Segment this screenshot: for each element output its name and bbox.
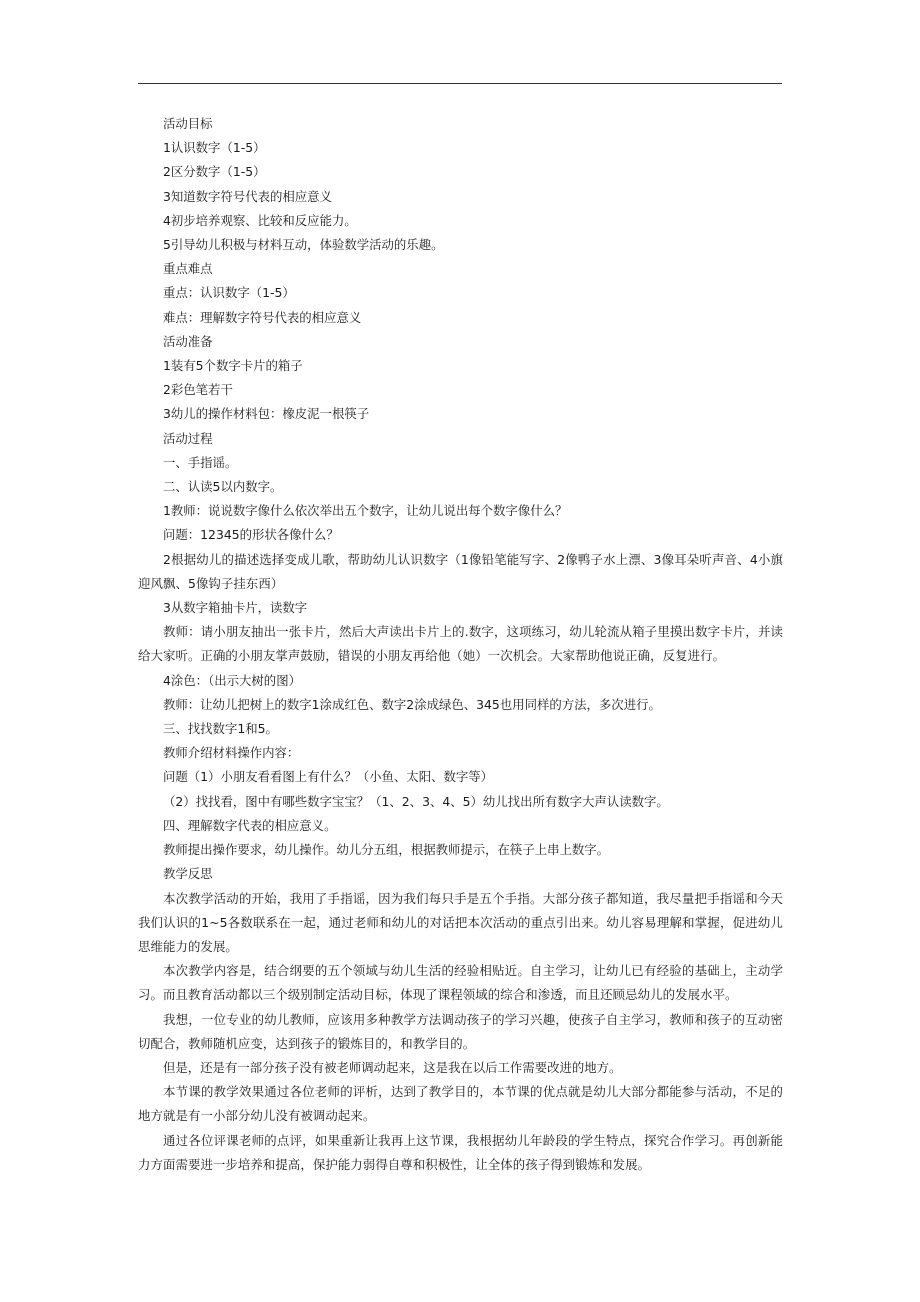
preparation-item: 3幼儿的操作材料包：橡皮泥一根筷子 <box>163 406 370 422</box>
reflection-paragraph: 本次教学活动的开始，我用了手指谣，因为我们每只手是五个手指。大部分孩子都知道，我尽量把手指谣和今天我们认识的1~5各数联系在一起，通过老师和幼儿的对话把本次活动的重点引出来。幼儿容易理解和掌握，促进幼儿思维能力的发展。 <box>138 890 783 954</box>
process-step: 四、理解数字代表的相应意义。 <box>163 817 337 833</box>
process-paragraph: 1教师：说说数字像什么依次举出五个数字，让幼儿说出每个数字像什么？ <box>163 503 568 519</box>
preparation-item: 2彩色笔若干 <box>163 382 233 398</box>
process-paragraph: 3从数字箱抽卡片，读数字 <box>163 600 308 616</box>
process-paragraph: 教师介绍材料操作内容： <box>163 745 300 761</box>
process-paragraph: 教师：让幼儿把树上的数字1涂成红色、数字2涂成绿色、345也用同样的方法，多次进行。 <box>163 696 661 712</box>
section-heading-process: 活动过程 <box>163 430 213 446</box>
section-heading-goals: 活动目标 <box>163 116 213 131</box>
reflection-paragraph: 本节课的教学效果通过各位老师的评析，达到了教学目的，本节课的优点就是幼儿大部分都能参与活动，不足的地方就是有一小部分幼儿没有被调动起来。 <box>138 1084 783 1124</box>
process-paragraph: 问题（1）小朋友看看图上有什么？（小鱼、太阳、数字等） <box>163 769 494 785</box>
section-heading-preparation: 活动准备 <box>163 333 213 349</box>
process-paragraph: 教师提出操作要求，幼儿操作。幼儿分五组，根据教师提示，在筷子上串上数字。 <box>163 842 610 858</box>
key-point-item: 重点：认识数字（1-5） <box>163 285 295 301</box>
goal-item: 4初步培养观察、比较和反应能力。 <box>163 212 357 228</box>
goal-item: 1认识数字（1-5） <box>163 140 266 156</box>
reflection-paragraph: 我想，一位专业的幼儿教师，应该用多种教学方法调动孩子的学习兴趣，使孩子自主学习，教师和孩子的互动密切配合，教师随机应变，达到孩子的锻炼目的，和教学目的。 <box>138 1011 783 1051</box>
reflection-paragraph: 通过各位评课老师的点评，如果重新让我再上这节课，我根据幼儿年龄段的学生特点，探究合作学习。再创新能力方面需要进一步培养和提高，保护能力弱得自尊和积极性，让全体的孩子得到锻炼和发展。 <box>138 1132 783 1172</box>
section-heading-key-points: 重点难点 <box>163 261 213 277</box>
goal-item: 5引导幼儿积极与材料互动，体验数学活动的乐趣。 <box>163 237 444 253</box>
reflection-paragraph: 本次教学内容是，结合纲要的五个领域与幼儿生活的经验相贴近。自主学习，让幼儿已有经验的基础上，主动学习。而且教育活动都以三个级别制定活动目标，体现了课程领域的综合和渗透，而且还顾忌幼儿的发展水平。 <box>138 963 783 1003</box>
preparation-item: 1装有5个数字卡片的箱子 <box>163 358 303 374</box>
section-heading-reflection: 教学反思 <box>163 866 213 882</box>
process-paragraph: 教师：请小朋友抽出一张卡片，然后大声读出卡片上的.数字，这项练习，幼儿轮流从箱子里摸出数字卡片，并读给大家听。正确的小朋友掌声鼓励，错误的小朋友再给他（她）一次机会。大家帮助他说正确，反复进行。 <box>138 624 783 664</box>
process-paragraph: 4涂色：（出示大树的图） <box>163 672 301 688</box>
process-paragraph: 2根据幼儿的描述选择变成儿歌，帮助幼儿认识数字（1像铅笔能写字、2像鸭子水上漂、3像耳朵听声音、4小旗迎风飘、5像钩子挂东西） <box>138 551 783 591</box>
header-rule <box>138 83 782 84</box>
difficulty-item: 难点：理解数字符号代表的相应意义 <box>163 309 362 325</box>
process-step: 三、找找数字1和5。 <box>163 721 278 737</box>
goal-item: 2区分数字（1-5） <box>163 164 266 180</box>
process-paragraph: （2）找找看，图中有哪些数字宝宝？（1、2、3、4、5）幼儿找出所有数字大声认读数字。 <box>163 793 669 809</box>
goal-item: 3知道数字符号代表的相应意义 <box>163 188 332 204</box>
document-body <box>138 112 783 1177</box>
reflection-paragraph: 但是，还是有一部分孩子没有被老师调动起来，这是我在以后工作需要改进的地方。 <box>163 1059 622 1075</box>
process-step: 一、手指谣。 <box>163 454 238 470</box>
process-step: 二、认读5以内数字。 <box>163 479 283 495</box>
process-paragraph: 问题：12345的形状各像什么？ <box>163 527 339 543</box>
